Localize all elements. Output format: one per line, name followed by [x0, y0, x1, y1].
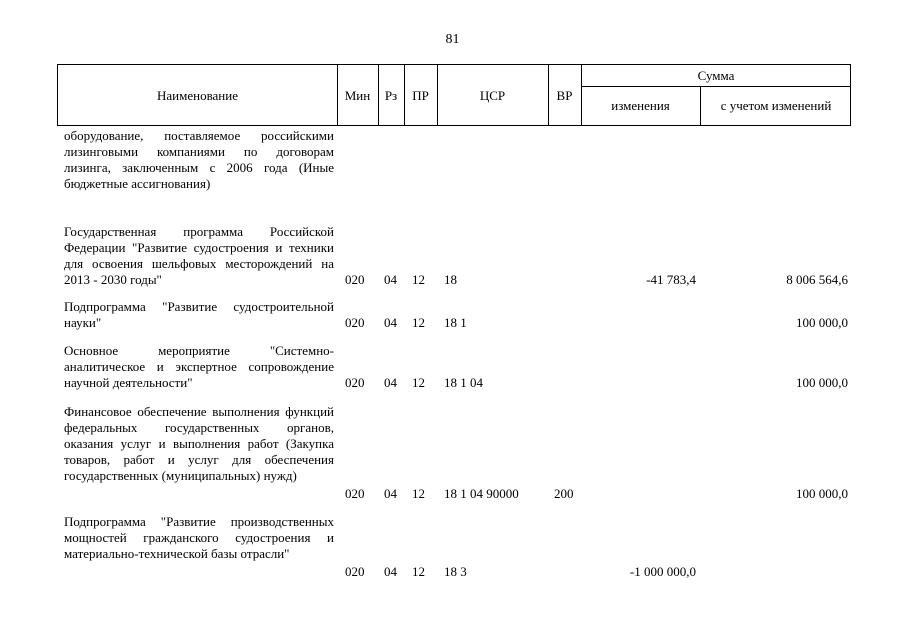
row-rz: 04: [384, 315, 397, 330]
row-name: оборудование, поставляемое российскими лизинговыми компаниями по договорам лизинга, заключенным с 2006 года (Иные бюджетные ассигнования): [64, 128, 334, 191]
row-change: -41 783,4: [646, 272, 696, 287]
header-vr: ВР: [556, 88, 573, 103]
row-change: -1 000 000,0: [629, 564, 696, 579]
header-change: изменения: [611, 97, 670, 113]
row-csr: 18 1 04: [444, 375, 483, 390]
header-with-changes: с учетом изменений: [720, 97, 832, 113]
row-name: Основное мероприятие "Системно-аналитическое и экспертное сопровождение научной деятельности": [64, 343, 334, 390]
row-pr: 12: [412, 564, 425, 579]
row-name: Подпрограмма "Развитие производственных мощностей гражданского судостроения и материально-технической базы отрасли": [64, 514, 334, 561]
row-total: 8 006 564,6: [786, 272, 848, 287]
row-csr: 18 1: [444, 315, 467, 330]
row-name: Подпрограмма "Развитие судостроительной науки": [64, 299, 334, 330]
header-sum: Сумма: [697, 67, 735, 83]
header-min: Мин: [344, 88, 371, 103]
row-pr: 12: [412, 486, 425, 501]
header-name: Наименование: [157, 88, 238, 103]
row-rz: 04: [384, 486, 397, 501]
page-number: 81: [445, 32, 460, 47]
row-csr: 18: [444, 272, 457, 287]
row-pr: 12: [412, 375, 425, 390]
row-vr: 200: [554, 486, 574, 501]
row-pr: 12: [412, 272, 425, 287]
col-divider: [700, 86, 701, 125]
row-name: Финансовое обеспечение выполнения функций федеральных государственных органов, оказания услуг и выполнения работ (Закупка товаров, работ и услуг для обеспечения государственных (муниципальных) нужд): [64, 404, 334, 483]
header-csr: ЦСР: [479, 88, 506, 103]
row-total: 100 000,0: [796, 486, 848, 501]
row-name: Государственная программа Российской Федерации "Развитие судостроения и техники для освоения шельфовых месторождений на 2013 - 2030 годы": [64, 224, 334, 287]
row-pr: 12: [412, 315, 425, 330]
row-csr: 18 1 04 90000: [444, 486, 519, 501]
row-total: 100 000,0: [796, 315, 848, 330]
row-min: 020: [345, 486, 365, 501]
row-min: 020: [345, 272, 365, 287]
row-rz: 04: [384, 375, 397, 390]
row-rz: 04: [384, 272, 397, 287]
header-rz: Рз: [384, 88, 398, 103]
header-pr: ПР: [412, 88, 429, 103]
row-total: 100 000,0: [796, 375, 848, 390]
row-min: 020: [345, 375, 365, 390]
row-csr: 18 3: [444, 564, 467, 579]
row-min: 020: [345, 564, 365, 579]
row-min: 020: [345, 315, 365, 330]
table-header: [57, 64, 851, 126]
row-rz: 04: [384, 564, 397, 579]
